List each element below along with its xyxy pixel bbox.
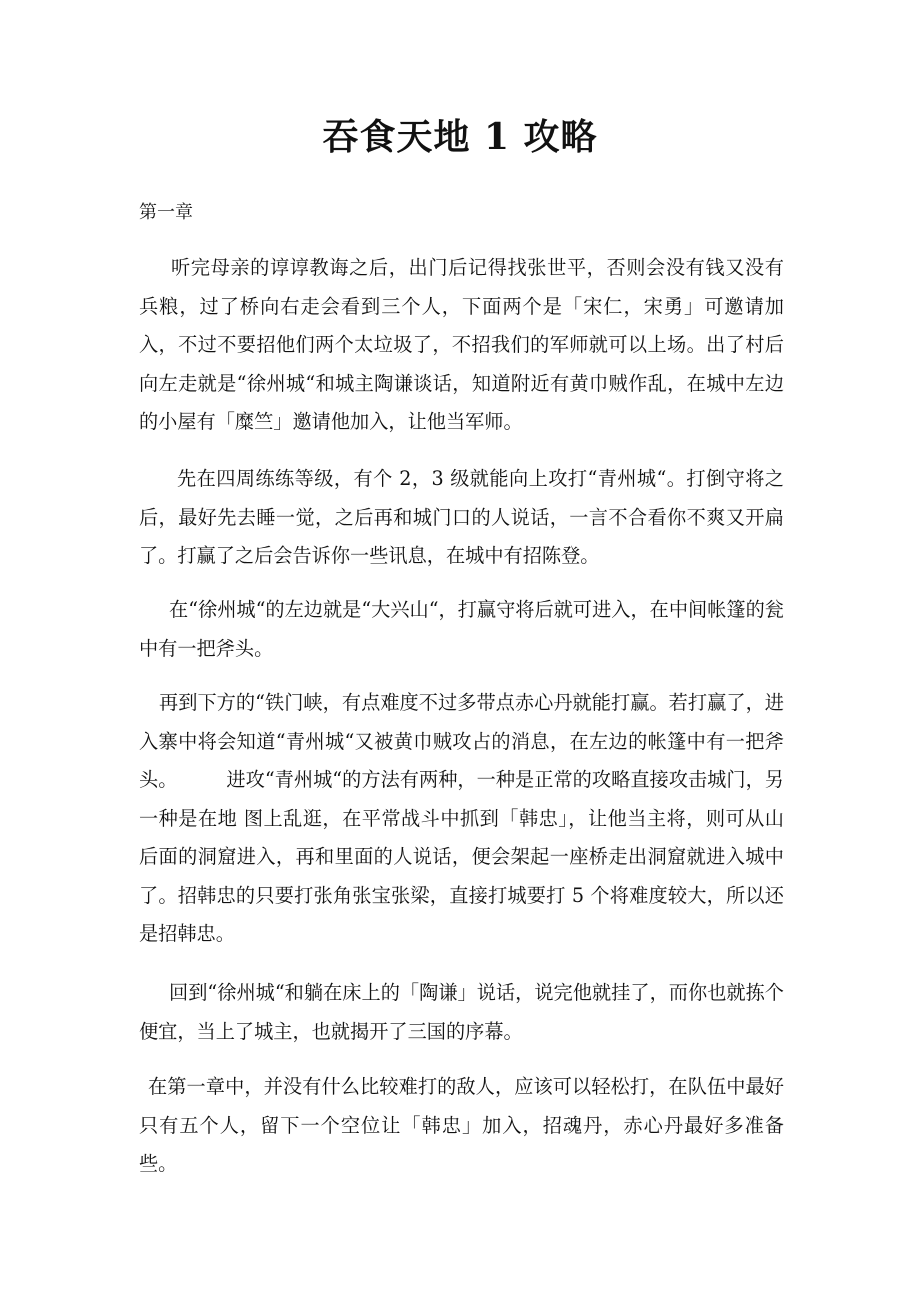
paragraph-5: 回到“徐州城“和躺在床上的「陶谦」说话，说完他就挂了，而你也就拣个便宜，当上了城主，也就揭开了三国的序幕。 — [139, 981, 784, 1043]
paragraph-3: 在“徐州城“的左边就是“大兴山“，打赢守将后就可进入，在中间帐篷的瓮中有一把斧头。 — [139, 598, 784, 660]
paragraph-1: 听完母亲的谆谆教诲之后，出门后记得找张世平，否则会没有钱又没有兵粮，过了桥向右走会看到三个人，下面两个是「宋仁，宋勇」可邀请加入，不过不要招他们两个太垃圾了，不招我们的军师就可以上场。出了村后向左走就是“徐州城“和城主陶谦谈话，知道附近有黄巾贼作乱，在城中左边的小屋有「糜竺」邀请他加入，让他当军师。 — [139, 256, 784, 433]
chapter-heading: 第一章 — [139, 202, 193, 223]
paragraph-6: 在第一章中，并没有什么比较难打的敌人，应该可以轻松打，在队伍中最好只有五个人，留下一个空位让「韩忠」加入，招魂丹，赤心丹最好多准备些。 — [139, 1075, 784, 1175]
document-title: 吞食天地 1 攻略 — [322, 116, 598, 158]
paragraph-4: 再到下方的“铁门峡，有点难度不过多带点赤心丹就能打赢。若打赢了，进入寨中将会知道“青州城“又被黄巾贼攻占的消息，在左边的帐篷中有一把斧头。 进攻“青州城“的方法有两种，一种是正常的攻略直接攻击城门，另一种是在地 图上乱逛，在平常战斗中抓到「韩忠」，让他当主将，则可从山后面的洞窟进入，再和里面的人说话，便会架起一座桥走出洞窟就进入城中了。招韩忠的只要打张角张宝张梁，直接打城要打 5 个将难度较大，所以还是招韩忠。 — [139, 691, 784, 945]
paragraph-2: 先在四周练练等级，有个 2，3 级就能向上攻打“青州城“。打倒守将之后，最好先去睡一觉，之后再和城门口的人说话，一言不合看你不爽又开扁了。打赢了之后会告诉你一些讯息，在城中有招陈登。 — [139, 467, 784, 567]
